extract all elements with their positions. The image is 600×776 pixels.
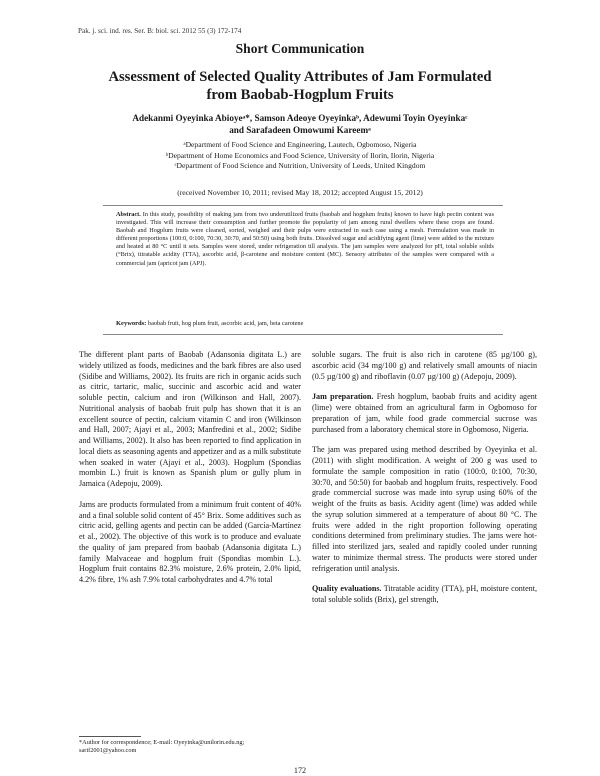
- section-type: Short Communication: [235, 41, 365, 56]
- page-number: 172: [293, 766, 307, 775]
- abstract-rule-bottom: [103, 334, 503, 335]
- right-paragraph-3: The jam was prepared using method described by Oyeyinka et al. (2011) with slight modification. A weight of 200 g was used to formulate the sample composition in ratio (100:0, 0:100, 70:30, 30:70, and 50:50) for baobab and hogplum fruits, respectively. Food grade commercial sucrose was made into syrup using 60% of the weight of the fruits as basis. Acidity agent (lime) was added while the syrup solution simmered at a temperature of about 80 °C. The fruits were added in the right proportion following operating conditions determined from preliminary studies. The jams were hot-filled into sterilized jars, sealed and rapidly cooled under running water to minimize thermal stress. The products were stored under refrigeration until analysis.: [312, 445, 537, 573]
- paper-title: [60, 68, 540, 104]
- affiliation-a: ᵃDepartment of Food Science and Engineering, Lautech, Ogbomoso, Nigeria: [183, 140, 417, 149]
- running-head: Pak. j. sci. ind. res. Ser. B: biol. sci. 2012 55 (3) 172-174: [78, 27, 242, 35]
- abstract-body: In this study, possibility of making jam from two underutilized fruits (baobab and hogplum fruits) known to have high pectin content was investigated. This will increase their consumption and further promote the popularity of jam among rural dwellers where these crops are found. Baobab and Hogplum fruits were cleaned, sorted, weighed and their pulps were extracted in each case using a mesh. Formulation was made in different proportions (100:0, 0:100, 70:30, 30:70, and 50:50) using both fruits. Dissolved sugar and acidifying agent (lime) were added to the mixture and heated at 80 °C until it sets. Samples were stored, under refrigeration till analysis. The jam samples were analyzed for pH, total soluble solids (°Brix), titratable acidity (TTA), ascorbic acid, β-carotene and moisture content (MC). Sensory attributes of the samples were compared with a commercial jam (apricot jam (APJ).: [116, 211, 495, 267]
- right-column: [312, 350, 537, 616]
- abstract-label: Abstract.: [116, 211, 141, 218]
- correspondence-footnote: *Author for correspondence; E-mail: Oyeyinka@unilorin.edu.ng; sarif2001@yahoo.com: [79, 739, 245, 755]
- left-paragraph-1: The different plant parts of Baobab (Adansonia digitata L.) are widely utilized as foods, medicines and the bark fibres are also used (Sidibe and Williams, 2002). Its fruits are rich in organic acids such as citric, tartaric, malic, succinic and ascorbic acid and water soluble pectin, calcium and iron (Wilkinson and Hall, 2007). Nutritional analysis of baobab fruit pulp has shown that it is an excellent source of pectin, calcium vitamin C and iron (Wilkinson and Hall, 2007; Ajayi et al., 2003; Manfredini et al., 2002; Sidibe and Williams, 2002). It also has been reported to find application in local diets as seasoning agents and appetizer and as a milk substitute when soaked in water (Ajayi et al., 2003). Hogplum (Spondias mombin L.) fruit is known as Spanish plum or gully plum in Jamaica (Adepoju, 2009).: [79, 350, 301, 488]
- abstract-rule-top: [103, 205, 503, 206]
- affiliations: [60, 140, 540, 172]
- keywords: [116, 320, 496, 327]
- authors-line-1: Adekanmi Oyeyinka Abioyeᵃ*, Samson Adeoye Oyeyinkaᵇ, Adewumi Toyin Oyeyinkaᶜ: [132, 113, 468, 123]
- affiliation-c: ᶜDepartment of Food Science and Nutrition, University of Leeds, United Kingdom: [174, 161, 426, 171]
- authors-line-2: and Sarafadeen Omowumi Kareemᵃ: [229, 125, 371, 135]
- right-paragraph-2: [312, 392, 537, 435]
- authors: [60, 112, 540, 136]
- abstract: [116, 211, 494, 268]
- title-line-2: from Baobab-Hogplum Fruits: [206, 87, 394, 103]
- footnote-rule: [79, 736, 141, 737]
- jam-preparation-heading: Jam preparation.: [312, 392, 374, 402]
- keywords-label: Keywords:: [116, 320, 147, 327]
- quality-evaluations-heading: Quality evaluations.: [312, 584, 382, 594]
- right-paragraph-4: [312, 584, 537, 606]
- right-paragraph-1: soluble sugars. The fruit is also rich in carotene (85 µg/100 g), ascorbic acid (34 mg/100 g) and relatively small amounts of niacin (0.5 µg/100 g) and riboflavin (0.07 µg/100 g) (Adepoju, 2009).: [312, 350, 537, 381]
- title-line-1: Assessment of Selected Quality Attributes of Jam Formulated: [108, 69, 492, 85]
- jam-preparation-text: Fresh hogplum, baobab fruits and acidity agent (lime) were obtained from an agricultural farm in Ogbomoso for preparation of jam, while food grade commercial sucrose was purchased from a laboratory chemical store in Ogbomoso, Nigeria.: [312, 392, 537, 434]
- left-paragraph-2: Jams are products formulated from a minimum fruit content of 40% and a final soluble solid content of 45° Brix. Some additives such as citric acid, gelling agents and pectin can be added (García-Martínez et al., 2002). The objective of this work is to produce and evaluate the quality of jam prepared from baobab (Adansonia digitata L.) family Malvaceae and hogplum fruit (Spondias mombin L.). Hogplum fruit contains 82.3% moisture, 2.6% protein, 2.0% lipid, 4.2% fibre, 1% ash 7.9% total carbohydrates and 4.7% total: [79, 499, 301, 584]
- affiliation-b: ᵇDepartment of Home Economics and Food Science, University of Ilorin, Ilorin, Nigeria: [165, 150, 435, 160]
- keywords-body: baobab fruit, hog plum fruit, ascorbic acid, jam, beta carotene: [147, 320, 304, 327]
- quality-evaluations-text: Titratable acidity (TTA), pH, moisture content, total soluble solids (Brix), gel strength,: [312, 584, 537, 604]
- left-column: [79, 350, 301, 596]
- received-dates: (received November 10, 2011; revised May 18, 2012; accepted August 15, 2012): [177, 188, 423, 197]
